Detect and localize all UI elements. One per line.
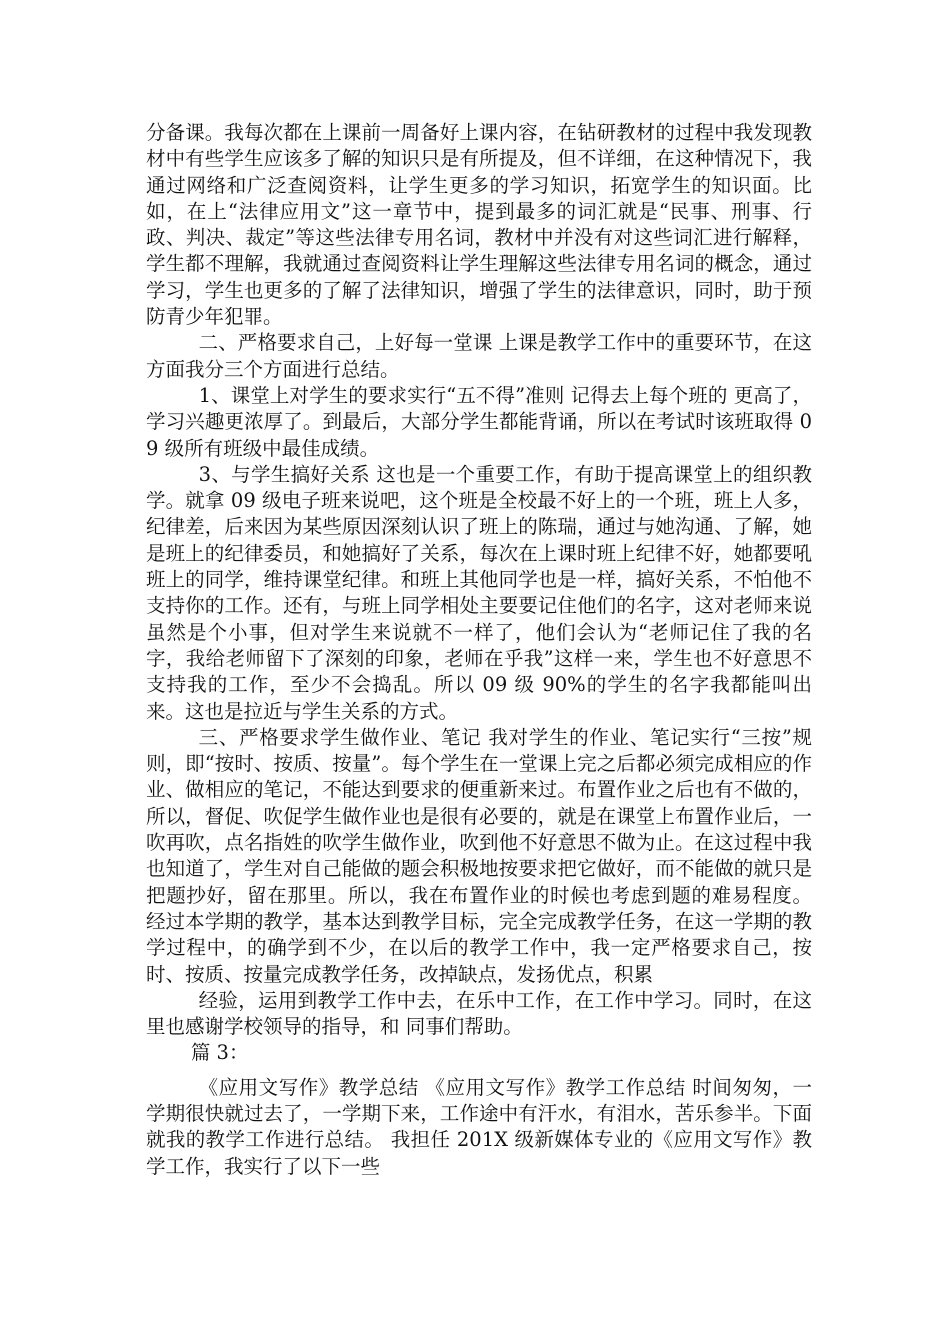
paragraph-article-label: 篇 3： (190, 1041, 249, 1065)
paragraph-section-three: 三、严格要求学生做作业、笔记 我对学生的作业、笔记实行“三按”规则，即“按时、按质、按量”。每个学生在一堂课上完之后都必须完成相应的作业、做相应的笔记，不能达到要求的便重新来过。布置作业之后也有不做的，所以，督促、吹促学生做作业也是很有必要的，就是在课堂上布置作业后，一吹再吹，点名指姓的吹学生做作业，吹到他不好意思不做为止。在这过程中我也知道了，学生对自己能做的题会积极地按要求把它做好，而不能做的就只是把题抄好，留在那里。所以，我在布置作业的时候也考虑到题的难易程度。 经过本学期的教学，基本达到教学目标，完全完成教学任务，在这一学期的教学过程中，的确学到不少，在以后的教学工作中，我一定严格要求自己，按时、按质、按量完成教学任务，改掉缺点，发扬优点，积累 (146, 725, 812, 986)
paragraph-spacer (146, 1067, 812, 1075)
paragraph-lesson-prep: 分备课。我每次都在上课前一周备好上课内容，在钻研教材的过程中我发现教材中有些学生应该多了解的知识只是有所提及，但不详细，在这种情况下，我通过网络和广泛查阅资料，让学生更多的学习知识，拓宽学生的知识面。比如，在上“法律应用文”这一章节中，提到最多的词汇就是“民事、刑事、行政、判决、裁定”等这些法律专用名词，教材中并没有对这些词汇进行解释，学生都不理解，我就通过查阅资料让学生理解这些法律专用名词的概念，通过学习，学生也更多的了解了法律知识，增强了学生的法律意识，同时，助于预防青少年犯罪。 (146, 121, 812, 329)
paragraph-section-two-heading: 二、严格要求自己，上好每一堂课 上课是教学工作中的重要环节，在这方面我分三个方面进行总结。 (146, 331, 812, 381)
paragraph-item-three: 3、与学生搞好关系 这也是一个重要工作，有助于提高课堂上的组织教学。就拿 09 级电子班来说吧，这个班是全校最不好上的一个班，班上人多，纪律差，后来因为某些原因深刻认识了班上的陈瑞，通过与她沟通、了解，她是班上的纪律委员，和她搞好了关系，每次在上课时班上纪律不好，她都要吼班上的同学，维持课堂纪律。和班上其他同学也是一样，搞好关系，不怕他不支持你的工作。还有，与班上同学相处主要要记住他们的名字，这对老师来说虽然是个小事，但对学生来说就不一样了，他们会认为“老师记住了我的名字，我给老师留下了深刻的印象，老师在乎我”这样一来，学生也不好意思不支持我的工作，至少不会捣乱。所以 09 级 90%的学生的名字我都能叫出来。这也是拉近与学生关系的方式。 (146, 462, 812, 723)
paragraph-article-three: 《应用文写作》教学总结 《应用文写作》教学工作总结 时间匆匆，一学期很快就过去了，一学期下来，工作途中有汗水，有泪水，苦乐参半。下面就我的教学工作进行总结。 我担任 201X 级新媒体专业的《应用文写作》教学工作，我实行了以下一些 (146, 1075, 812, 1178)
paragraph-experience: 经验，运用到教学工作中去，在乐中工作，在工作中学习。同时，在这里也感谢学校领导的指导，和 同事们帮助。 (146, 988, 812, 1039)
document-body (146, 120, 812, 1180)
paragraph-item-one: 1、课堂上对学生的要求实行“五不得”准则 记得去上每个班的 更高了，学习兴趣更浓厚了。到最后，大部分学生都能背诵，所以在考试时该班取得 09 级所有班级中最佳成绩。 (146, 383, 812, 460)
